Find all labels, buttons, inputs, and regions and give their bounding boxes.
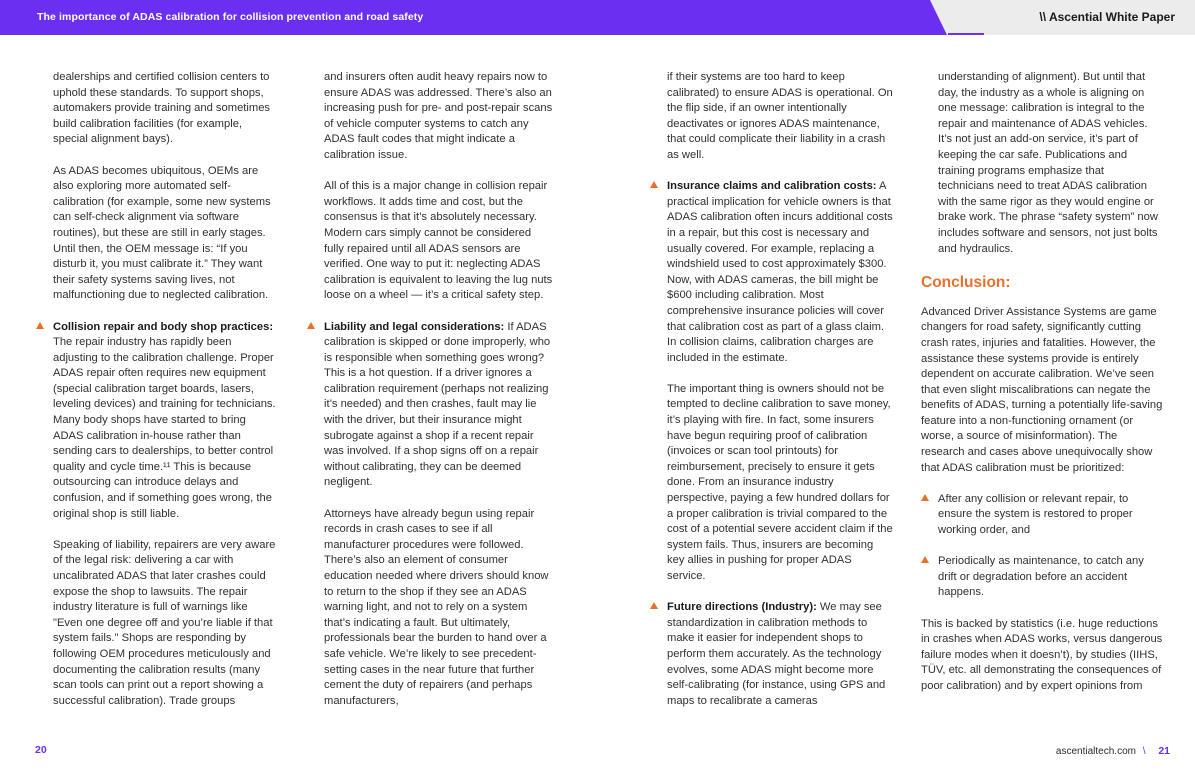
triangle-bullet-icon: [36, 322, 44, 329]
running-title: The importance of ADAS calibration for collision prevention and road safety: [37, 11, 424, 23]
page-number-right: 21: [1158, 745, 1170, 757]
header-accent-line: [948, 33, 984, 35]
bullet-item: [938, 492, 1163, 539]
bullet-title: Future directions (Industry):: [667, 601, 817, 614]
bullet-text: If ADAS calibration is skipped or done improperly, who is responsible when something goes wrong? This is a hot question. If a driver ignores a calibration requirement (perhaps not realizing it’s needed) and then crashes, fault may lie with the driver, but their insurance might subrogate against a shop if a recent repair was involved. If a shop signs off on a repair without calibrating, they can be deemed negligent.: [324, 320, 551, 489]
paragraph: Speaking of liability, repairers are very aware of the legal risk: delivering a car with uncalibrated ADAS that later crashes could expose the shop to lawsuits. The repair industry literature is full of warnings like "Even one degree off and you’re liable if that system fails." Shops are responding by following OEM procedures meticulously and documenting the calibration results (many scan tools can print out a report showing a successful calibration). Trade groups: [53, 538, 276, 707]
bullet-title: Insurance claims and calibration costs:: [667, 180, 877, 193]
column-1: [53, 70, 278, 709]
bullet-item: [53, 320, 278, 523]
bullet-text: After any collision or relevant repair, to ensure the system is restored to proper working order, and: [938, 492, 1133, 537]
paragraph: Advanced Driver Assistance Systems are game changers for road safety, significantly cutting crash rates, injuries and fatalities. However, the assistance these systems provide is entirely dependent on accurate calibration. We’ve seen that even slight miscalibrations can negate the benefits of ADAS, turning a potentially life-saving feature into a non-functioning ornament (or worse, a source of misinformation). The research and cases above unequivocally show that ADAS calibration must be prioritized:: [921, 305, 1163, 474]
bullet-title: Liability and legal considerations:: [324, 320, 505, 333]
bullet-text: Periodically as maintenance, to catch any drift or degradation before an accident happens.: [938, 555, 1144, 599]
triangle-bullet-icon: [650, 602, 658, 609]
footer-right: [1056, 745, 1170, 757]
paragraph: dealerships and certified collision centers to uphold these standards. To support shops, automakers provide training and sometimes build calibration facilities (for example, special alignment bays).: [53, 71, 271, 146]
column-3: [667, 70, 893, 709]
page-number-left: 20: [35, 744, 47, 756]
footer-divider: \: [1142, 746, 1146, 757]
bullet-title: Collision repair and body shop practices:: [53, 320, 274, 333]
triangle-bullet-icon: [921, 494, 929, 501]
triangle-bullet-icon: [307, 322, 315, 329]
triangle-bullet-icon: [921, 556, 929, 563]
paragraph: understanding of alignment). But until that day, the industry as a whole is aligning on one message: calibration is integral to the repair and maintenance of ADAS vehicles. It’s not just an add-on service, it’s part of keeping the car safe. Publications and training programs emphasize that technicians need to treat ADAS calibration with the same rigor as they would engine or brake work. The phrase “safety system” now includes software and sensors, not just bolts and hydraulics.: [938, 71, 1158, 255]
publication-label: \\ Ascential White Paper: [1039, 10, 1175, 24]
column-4: [921, 70, 1163, 695]
bullet-text: A practical implication for vehicle owners is that ADAS calibration often incurs additional costs in a repair, but this cost is necessary and usually covered. For example, replacing a windshield used to cost approximately $300. Now, with ADAS cameras, the bill might be $600 including calibration. Most comprehensive insurance policies will cover that calibration cost as part of a glass claim. In collision claims, calibration charges are included in the estimate.: [667, 180, 893, 364]
paragraph: Attorneys have already begun using repair records in crash cases to see if all manufacturer procedures were followed. There’s also an element of consumer education needed where drivers should know to return to the shop if they see an ADAS warning light, and not to rely on a system that’s indicating a fault. But ultimately, professionals bear the burden to hand over a safe vehicle. We’re likely to see precedent-setting cases in the near future that further cement the duty of repairers (and perhaps manufacturers,: [324, 507, 549, 707]
paragraph: The important thing is owners should not be tempted to decline calibration to save money, it’s playing with fire. In fact, some insurers have begun requiring proof of calibration (invoices or scan tool printouts) for reimbursement, precisely to ensure it gets done. From an insurance industry perspective, paying a few hundred dollars for a proper calibration is trivial compared to the cost of a potential severe accident claim if the system fails. Thus, insurers are becoming key allies in pushing for proper ADAS service.: [667, 382, 893, 582]
column-2: [324, 70, 554, 709]
bullet-text: The repair industry has rapidly been adjusting to the calibration challenge. Proper ADAS repair often requires new equipment (special calibration target boards, lasers, leveling devices) and training for technicians. Many body shops have started to bring ADAS calibration in-house rather than sending cars to dealerships, to better control quality and cycle time.¹¹ This is because outsourcing can introduce delays and confusion, and if something goes wrong, the original shop is still liable.: [53, 336, 276, 520]
paragraph: and insurers often audit heavy repairs now to ensure ADAS was addressed. There’s also an increasing push for pre- and post-repair scans of vehicle computer systems to catch any ADAS fault codes that might indicate a calibration issue.: [324, 71, 553, 161]
bullet-item: [324, 320, 554, 492]
section-heading: Conclusion:: [921, 273, 1011, 291]
bullet-item: [667, 600, 893, 709]
paragraph: As ADAS becomes ubiquitous, OEMs are also exploring more automated self-calibration (for example, some new systems can self-check alignment via software routines), but these are still in early stages. Until then, the OEM message is: “If you disturb it, you must calibrate it.” They want their safety systems saving lives, not malfunctioning due to neglected calibration.: [53, 164, 271, 302]
paragraph: All of this is a major change in collision repair workflows. It adds time and cost, but the consensus is that it’s absolutely necessary. Modern cars simply cannot be considered fully repaired until all ADAS sensors are verified. One way to put it: neglecting ADAS calibration is equivalent to leaving the lug nuts loose on a wheel — it’s a critical safety step.: [324, 180, 553, 302]
bullet-item: [667, 179, 893, 366]
triangle-bullet-icon: [650, 181, 658, 188]
paragraph: This is backed by statistics (i.e. huge reductions in crashes when ADAS works, versus dangerous failure modes when it doesn’t), by studies (IIHS, TÜV, etc. all demonstrating the consequences of poor calibration) and by expert opinions from: [921, 617, 1163, 692]
website-link[interactable]: ascentialtech.com: [1055, 746, 1136, 757]
bullet-text: We may see standardization in calibration methods to make it easier for independent shops to perform them accurately. As the technology evolves, some ADAS might become more self-calibrating (for instance, using GPS and maps to recalibrate a cameras: [667, 601, 886, 707]
paragraph: if their systems are too hard to keep calibrated) to ensure ADAS is operational. On the flip side, if an owner intentionally deactivates or ignores ADAS maintenance, that could complicate their liability in a crash as well.: [667, 71, 893, 161]
bullet-item: [938, 554, 1163, 601]
